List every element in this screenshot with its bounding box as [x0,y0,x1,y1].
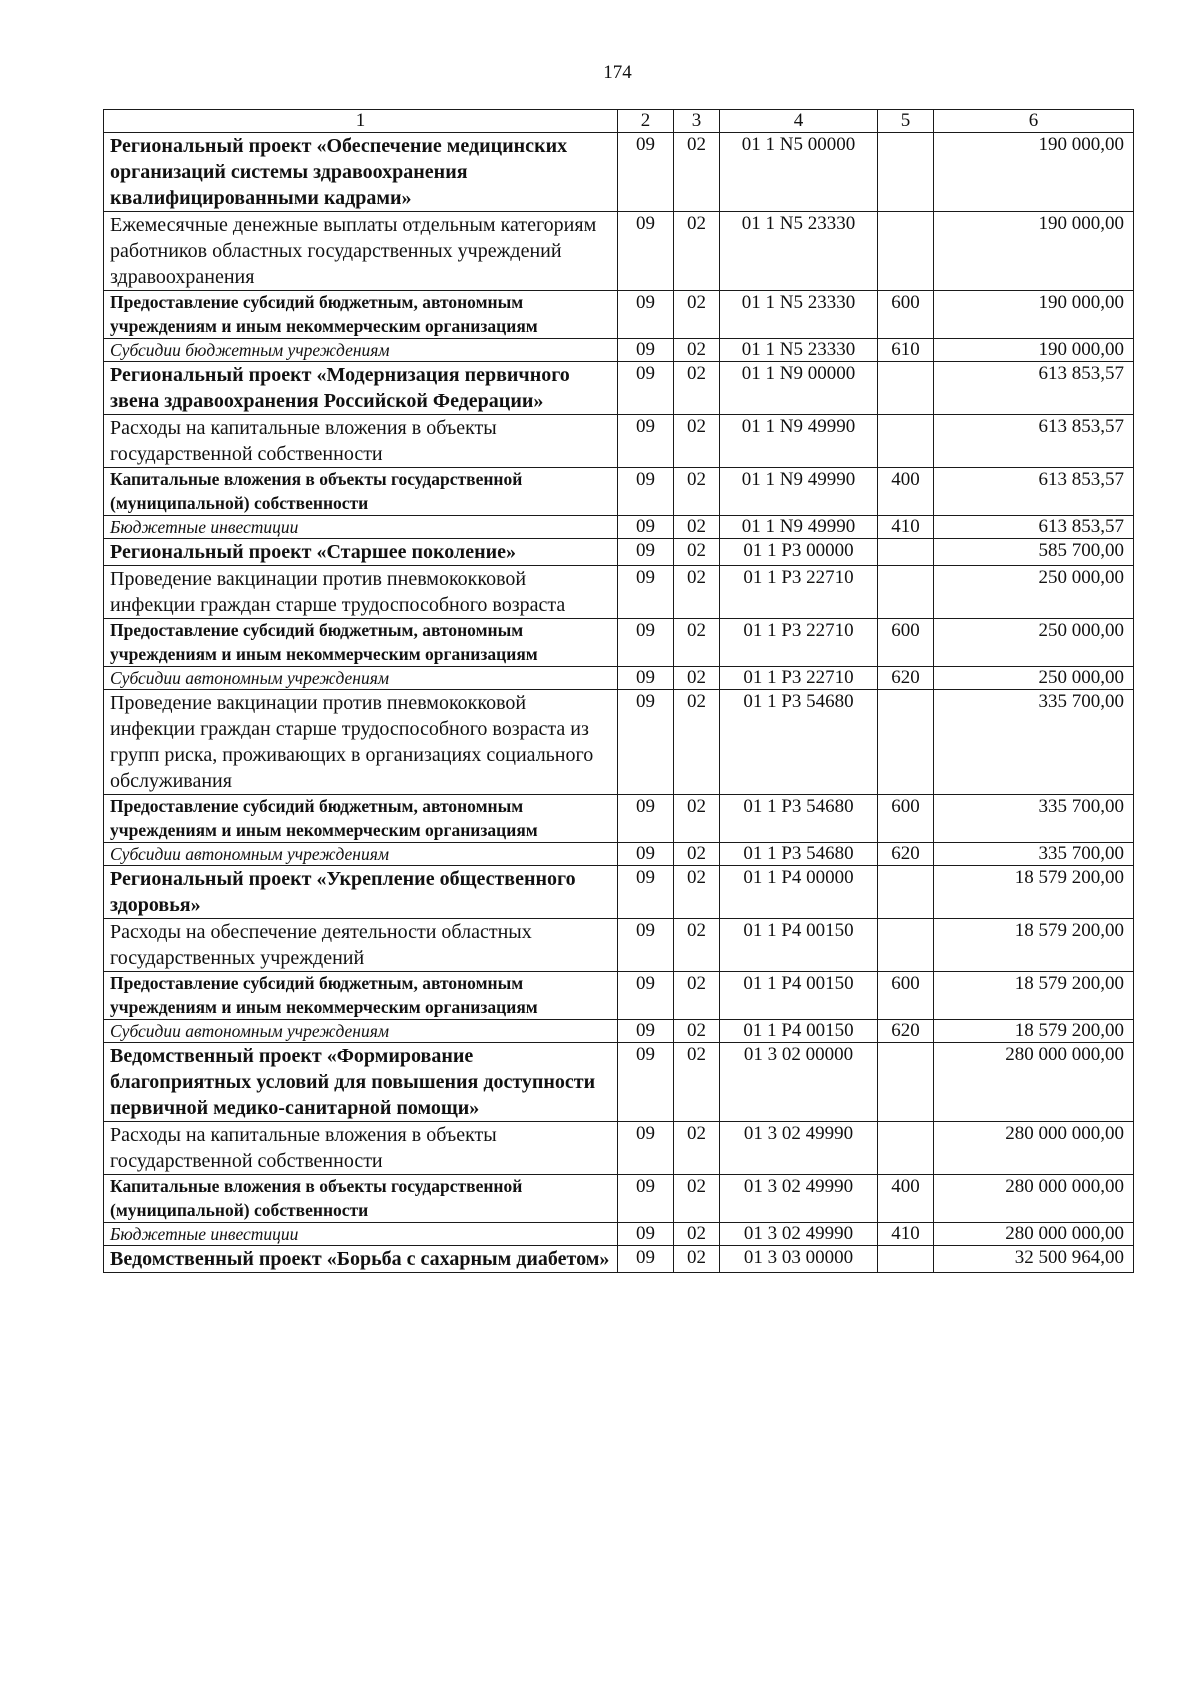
target-article-cell: 01 3 02 49990 [720,1223,878,1246]
expense-type-cell [878,1122,934,1175]
row-description-cell: Региональный проект «Обеспечение медицинских организаций системы здравоохранения квалифицированными кадрами» [104,133,618,212]
table-row [104,468,1134,516]
target-article-cell: 01 1 N5 23330 [720,339,878,362]
table-row [104,619,1134,667]
expense-type-cell [878,415,934,468]
row-description-cell: Предоставление субсидий бюджетным, автономным учреждениям и иным некоммерческим организациям [104,619,618,667]
table-row [104,1223,1134,1246]
subsection-code-cell: 02 [674,619,720,667]
expense-type-cell [878,1246,934,1273]
subsection-code-cell: 02 [674,1175,720,1223]
column-header-2: 2 [618,110,674,133]
target-article-cell: 01 3 02 49990 [720,1122,878,1175]
amount-cell: 280 000 000,00 [934,1175,1134,1223]
expense-type-cell [878,690,934,795]
table-row [104,415,1134,468]
section-code-cell: 09 [618,468,674,516]
target-article-cell: 01 1 P4 00150 [720,1020,878,1043]
expense-type-cell: 410 [878,1223,934,1246]
row-description-cell: Региональный проект «Старшее поколение» [104,539,618,566]
row-description-cell: Капитальные вложения в объекты государственной (муниципальной) собственности [104,468,618,516]
amount-cell: 190 000,00 [934,291,1134,339]
expense-type-cell: 600 [878,619,934,667]
expense-type-cell: 620 [878,843,934,866]
target-article-cell: 01 1 P3 22710 [720,667,878,690]
table-row [104,1043,1134,1122]
table-row [104,291,1134,339]
page-number: 174 [603,62,632,83]
row-description-cell: Субсидии автономным учреждениям [104,667,618,690]
section-code-cell: 09 [618,133,674,212]
target-article-cell: 01 1 P3 22710 [720,566,878,619]
row-description-cell: Региональный проект «Укрепление общественного здоровья» [104,866,618,919]
amount-cell: 250 000,00 [934,619,1134,667]
table-row [104,1122,1134,1175]
section-code-cell: 09 [618,1043,674,1122]
subsection-code-cell: 02 [674,866,720,919]
expense-type-cell [878,866,934,919]
subsection-code-cell: 02 [674,415,720,468]
subsection-code-cell: 02 [674,1043,720,1122]
amount-cell: 18 579 200,00 [934,866,1134,919]
section-code-cell: 09 [618,1223,674,1246]
target-article-cell: 01 1 N5 00000 [720,133,878,212]
subsection-code-cell: 02 [674,212,720,291]
amount-cell: 335 700,00 [934,795,1134,843]
expense-type-cell: 610 [878,339,934,362]
row-description-cell: Предоставление субсидий бюджетным, автономным учреждениям и иным некоммерческим организациям [104,972,618,1020]
amount-cell: 18 579 200,00 [934,919,1134,972]
section-code-cell: 09 [618,1175,674,1223]
expense-type-cell [878,539,934,566]
row-description-cell: Расходы на обеспечение деятельности областных государственных учреждений [104,919,618,972]
expense-type-cell: 400 [878,1175,934,1223]
expense-type-cell: 400 [878,468,934,516]
column-header-6: 6 [934,110,1134,133]
expense-type-cell: 600 [878,972,934,1020]
expense-type-cell: 600 [878,291,934,339]
amount-cell: 613 853,57 [934,516,1134,539]
table-row [104,866,1134,919]
expense-type-cell [878,362,934,415]
table-row [104,1175,1134,1223]
subsection-code-cell: 02 [674,972,720,1020]
amount-cell: 190 000,00 [934,133,1134,212]
row-description-cell: Расходы на капитальные вложения в объекты государственной собственности [104,415,618,468]
table-body [104,133,1134,1273]
amount-cell: 335 700,00 [934,843,1134,866]
target-article-cell: 01 1 P3 54680 [720,690,878,795]
target-article-cell: 01 1 P3 22710 [720,619,878,667]
target-article-cell: 01 1 P3 00000 [720,539,878,566]
section-code-cell: 09 [618,516,674,539]
amount-cell: 250 000,00 [934,566,1134,619]
section-code-cell: 09 [618,566,674,619]
column-header-4: 4 [720,110,878,133]
table-row [104,133,1134,212]
target-article-cell: 01 1 P3 54680 [720,795,878,843]
section-code-cell: 09 [618,291,674,339]
table-row [104,212,1134,291]
target-article-cell: 01 1 N9 49990 [720,415,878,468]
target-article-cell: 01 1 N9 00000 [720,362,878,415]
expense-type-cell: 410 [878,516,934,539]
row-description-cell: Бюджетные инвестиции [104,516,618,539]
section-code-cell: 09 [618,212,674,291]
table-row [104,1246,1134,1273]
table-row [104,362,1134,415]
section-code-cell: 09 [618,362,674,415]
column-header-1: 1 [104,110,618,133]
table-row [104,667,1134,690]
subsection-code-cell: 02 [674,1246,720,1273]
table-row [104,843,1134,866]
subsection-code-cell: 02 [674,667,720,690]
row-description-cell: Предоставление субсидий бюджетным, автономным учреждениям и иным некоммерческим организациям [104,795,618,843]
target-article-cell: 01 1 P4 00000 [720,866,878,919]
row-description-cell: Ведомственный проект «Борьба с сахарным диабетом» [104,1246,618,1273]
row-description-cell: Региональный проект «Модернизация первичного звена здравоохранения Российской Федерации» [104,362,618,415]
expense-type-cell [878,212,934,291]
amount-cell: 613 853,57 [934,362,1134,415]
amount-cell: 280 000 000,00 [934,1122,1134,1175]
target-article-cell: 01 1 P4 00150 [720,972,878,1020]
section-code-cell: 09 [618,1122,674,1175]
expense-type-cell [878,919,934,972]
column-header-3: 3 [674,110,720,133]
row-description-cell: Субсидии автономным учреждениям [104,843,618,866]
amount-cell: 335 700,00 [934,690,1134,795]
subsection-code-cell: 02 [674,539,720,566]
subsection-code-cell: 02 [674,339,720,362]
table-row [104,539,1134,566]
section-code-cell: 09 [618,972,674,1020]
target-article-cell: 01 3 03 00000 [720,1246,878,1273]
target-article-cell: 01 1 N5 23330 [720,212,878,291]
amount-cell: 613 853,57 [934,468,1134,516]
row-description-cell: Предоставление субсидий бюджетным, автономным учреждениям и иным некоммерческим организациям [104,291,618,339]
expense-type-cell: 620 [878,1020,934,1043]
subsection-code-cell: 02 [674,795,720,843]
row-description-cell: Расходы на капитальные вложения в объекты государственной собственности [104,1122,618,1175]
amount-cell: 18 579 200,00 [934,972,1134,1020]
target-article-cell: 01 1 N9 49990 [720,516,878,539]
amount-cell: 32 500 964,00 [934,1246,1134,1273]
table-row [104,919,1134,972]
row-description-cell: Субсидии бюджетным учреждениям [104,339,618,362]
section-code-cell: 09 [618,866,674,919]
section-code-cell: 09 [618,667,674,690]
amount-cell: 190 000,00 [934,339,1134,362]
section-code-cell: 09 [618,539,674,566]
table-row [104,339,1134,362]
section-code-cell: 09 [618,690,674,795]
expense-type-cell: 600 [878,795,934,843]
row-description-cell: Ежемесячные денежные выплаты отдельным категориям работников областных государственных учреждений здравоохранения [104,212,618,291]
table-row [104,690,1134,795]
expense-type-cell: 620 [878,667,934,690]
amount-cell: 280 000 000,00 [934,1043,1134,1122]
amount-cell: 585 700,00 [934,539,1134,566]
amount-cell: 190 000,00 [934,212,1134,291]
subsection-code-cell: 02 [674,468,720,516]
section-code-cell: 09 [618,795,674,843]
amount-cell: 613 853,57 [934,415,1134,468]
row-description-cell: Проведение вакцинации против пневмококковой инфекции граждан старше трудоспособного возраста [104,566,618,619]
subsection-code-cell: 02 [674,843,720,866]
subsection-code-cell: 02 [674,1223,720,1246]
subsection-code-cell: 02 [674,1020,720,1043]
subsection-code-cell: 02 [674,516,720,539]
row-description-cell: Проведение вакцинации против пневмококковой инфекции граждан старше трудоспособного возраста из групп риска, проживающих в организациях социального обслуживания [104,690,618,795]
section-code-cell: 09 [618,843,674,866]
subsection-code-cell: 02 [674,1122,720,1175]
section-code-cell: 09 [618,619,674,667]
target-article-cell: 01 3 02 49990 [720,1175,878,1223]
target-article-cell: 01 1 P4 00150 [720,919,878,972]
target-article-cell: 01 1 P3 54680 [720,843,878,866]
table-row [104,516,1134,539]
row-description-cell: Капитальные вложения в объекты государственной (муниципальной) собственности [104,1175,618,1223]
target-article-cell: 01 1 N5 23330 [720,291,878,339]
table-row [104,795,1134,843]
expense-type-cell [878,1043,934,1122]
table-row [104,1020,1134,1043]
row-description-cell: Ведомственный проект «Формирование благоприятных условий для повышения доступности первичной медико-санитарной помощи» [104,1043,618,1122]
section-code-cell: 09 [618,415,674,468]
amount-cell: 18 579 200,00 [934,1020,1134,1043]
table-row [104,566,1134,619]
row-description-cell: Бюджетные инвестиции [104,1223,618,1246]
section-code-cell: 09 [618,919,674,972]
budget-table [103,109,1134,1273]
table-row [104,972,1134,1020]
subsection-code-cell: 02 [674,919,720,972]
table-header-row [104,110,1134,133]
target-article-cell: 01 1 N9 49990 [720,468,878,516]
subsection-code-cell: 02 [674,566,720,619]
subsection-code-cell: 02 [674,362,720,415]
amount-cell: 250 000,00 [934,667,1134,690]
section-code-cell: 09 [618,1246,674,1273]
row-description-cell: Субсидии автономным учреждениям [104,1020,618,1043]
section-code-cell: 09 [618,339,674,362]
expense-type-cell [878,566,934,619]
subsection-code-cell: 02 [674,291,720,339]
subsection-code-cell: 02 [674,133,720,212]
amount-cell: 280 000 000,00 [934,1223,1134,1246]
target-article-cell: 01 3 02 00000 [720,1043,878,1122]
subsection-code-cell: 02 [674,690,720,795]
expense-type-cell [878,133,934,212]
column-header-5: 5 [878,110,934,133]
section-code-cell: 09 [618,1020,674,1043]
